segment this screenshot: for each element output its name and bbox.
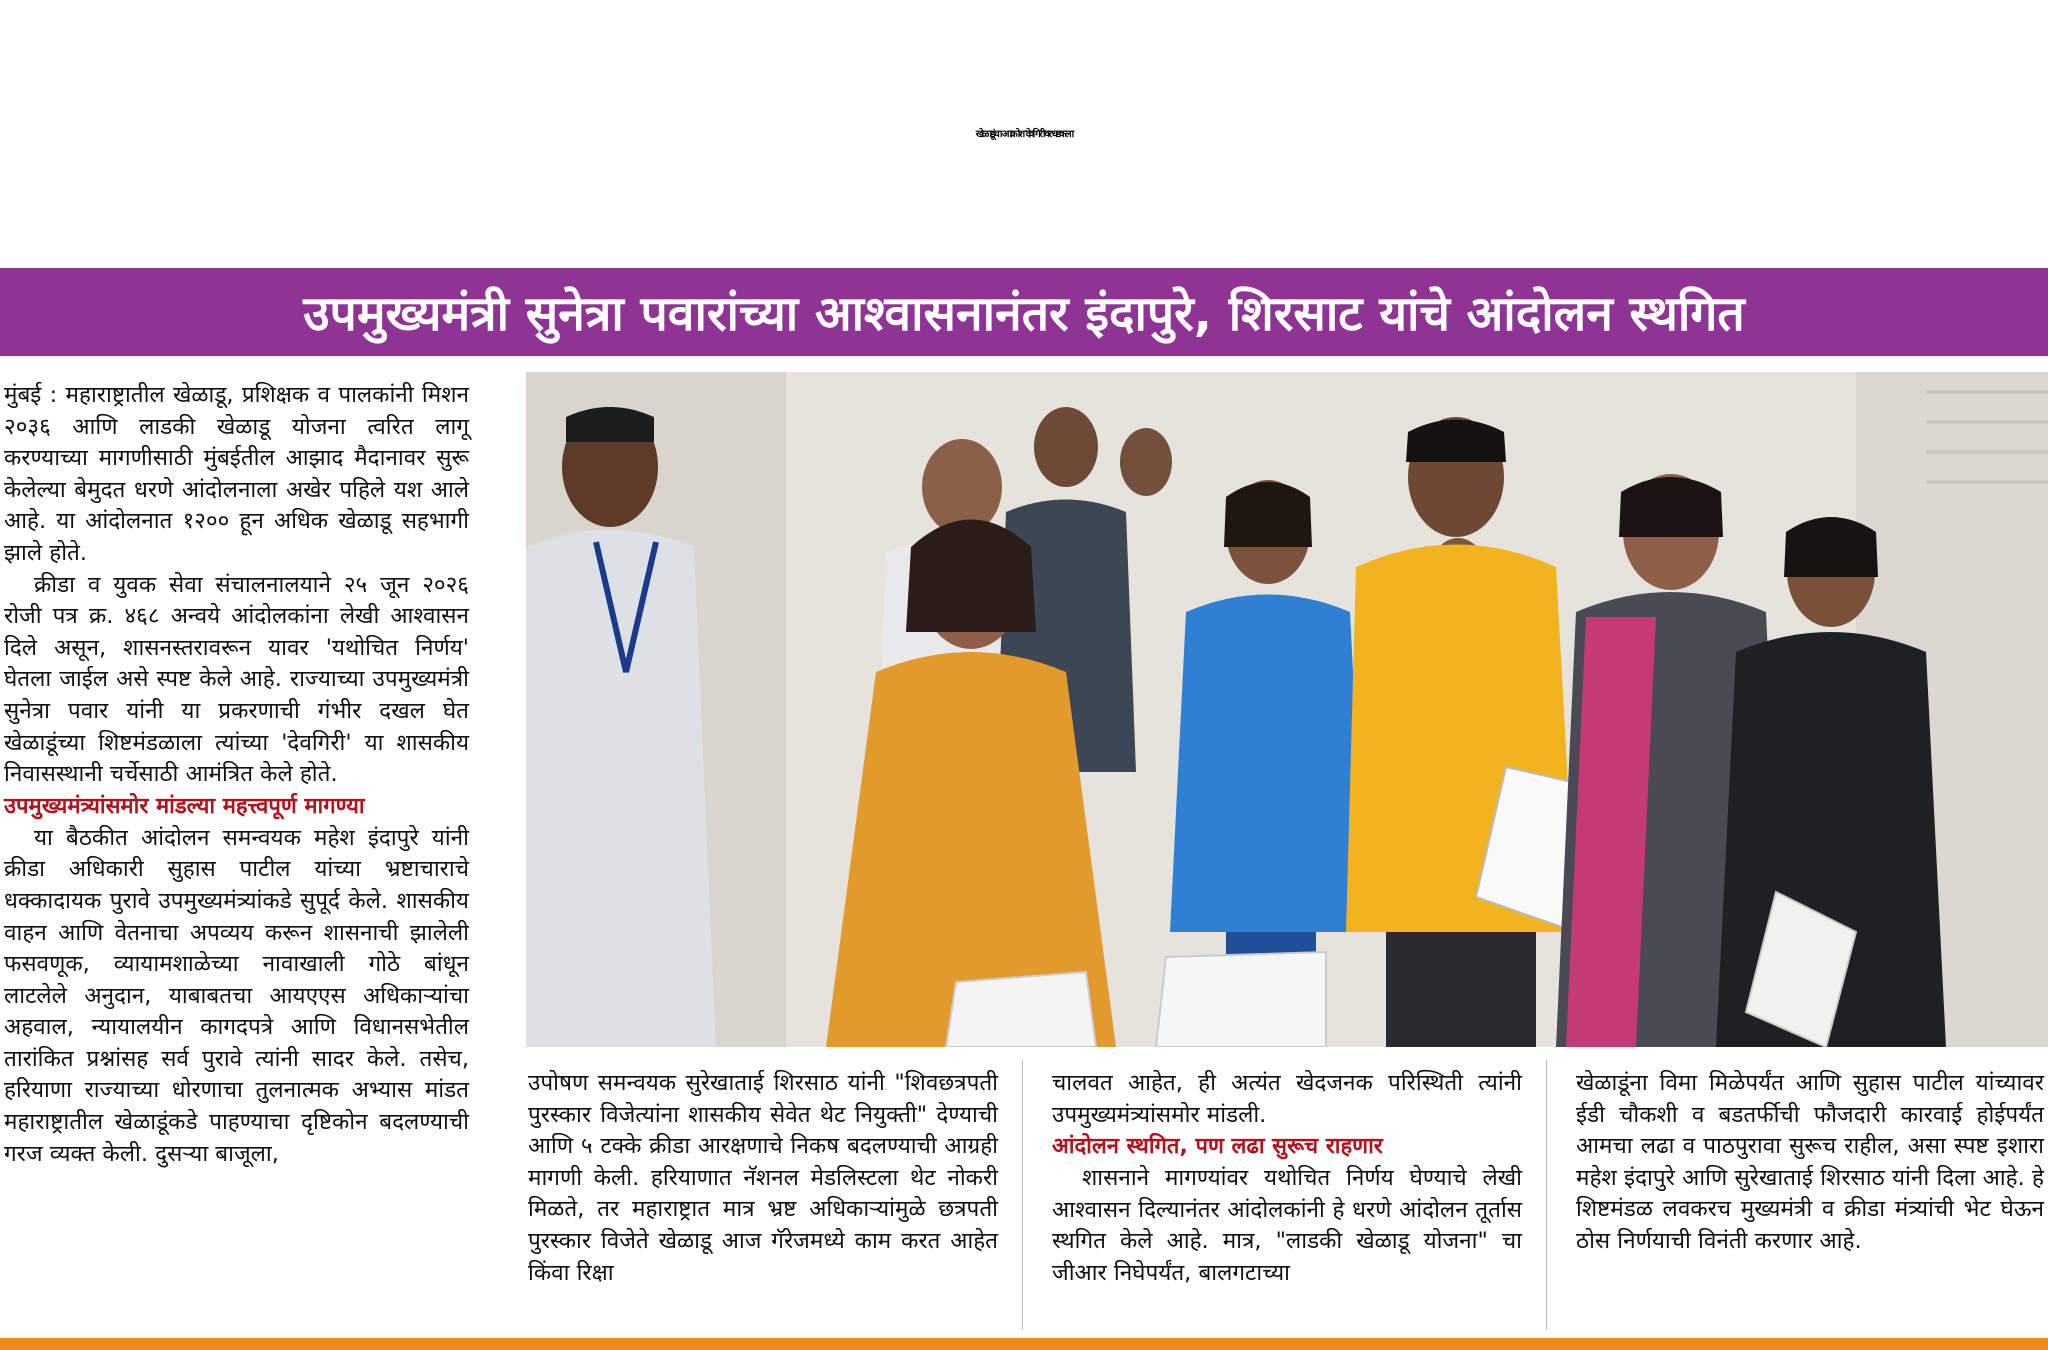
bottom-accent-bar xyxy=(0,1338,2048,1350)
left-para-2: क्रीडा व युवक सेवा संचालनालयाने २५ जून २०२६ रोजी पत्र क्र. ४६८ अन्वये आंदोलकांना लेखी आश्वासन दिले असून, शासनस्तरावरून यावर 'यथोचित निर्णय' घेतला जाईल असे स्पष्ट केले आहे. राज्याच्या उपमुख्यमंत्री सुनेत्रा पवार यांनी या प्रकरणाची गंभीर दखल घेत खेळाडूंच्या शिष्टमंडळाला त्यांच्या 'देवगिरी' या शासकीय निवासस्थानी चर्चेसाठी आमंत्रित केले होते. xyxy=(4,571,469,788)
article-column-left xyxy=(4,380,469,1170)
column-c-para-2: शासनाने मागण्यांवर यथोचित निर्णय घेण्याचे लेखी आश्वासन दिल्यानंतर आंदोलकांनी हे धरणे आंदोलन तूर्तास स्थगित केले आहे. मात्र, "लाडकी खेळाडू योजना" चा जीआर निघेपर्यंत, बालगटाच्या xyxy=(1052,1165,1522,1286)
column-c-para-1: चालवत आहेत, ही अत्यंत खेदजनक परिस्थिती त्यांनी उपमुख्यमंत्र्यांसमोर मांडली. xyxy=(1052,1070,1522,1128)
headline: खेळाडूंचा आक्रोश 'देवगिरी'वर धडकला xyxy=(975,129,1073,140)
column-b-text: उपोषण समन्वयक सुरेखाताई शिरसाठ यांनी "शिवछत्रपती पुरस्कार विजेत्यांना शासकीय सेवेत थेट नियुक्ती" देण्याची आणि ५ टक्के क्रीडा आरक्षणाचे निकष बदलण्याची आग्रही मागणी केली. हरियाणात नॅशनल मेडलिस्टला थेट नोकरी मिळते, तर महाराष्ट्रात मात्र भ्रष्ट अधिकाऱ्यांमुळे छत्रपती पुरस्कार विजेते खेळाडू आज गॅरेजमध्ये काम करत आहेत किंवा रिक्षा xyxy=(528,1070,998,1286)
column-divider-1 xyxy=(1022,1060,1023,1330)
subheadline: उपमुख्यमंत्री सुनेत्रा पवारांच्या आश्वासनानंतर इंदापुरे, शिरसाट यांचे आंदोलन स्थगित xyxy=(303,285,1745,342)
subheadline-band xyxy=(0,268,2048,356)
left-para-3: या बैठकीत आंदोलन समन्वयक महेश इंदापुरे यांनी क्रीडा अधिकारी सुहास पाटील यांच्या भ्रष्टाचाराचे धक्कादायक पुरावे उपमुख्यमंत्र्यांकडे सुपूर्द केले. शासकीय वाहन आणि वेतनाचा अपव्यय करून शासनाची झालेली फसवणूक, व्यायामशाळेच्या नावाखाली गोठे बांधून लाटलेले अनुदान, याबाबतचा आयएएस अधिकाऱ्यांचा अहवाल, न्यायालयीन कागदपत्रे आणि विधानसभेतील तारांकित प्रश्नांसह सर्व पुरावे त्यांनी सादर केले. तसेच, हरियाणा राज्याच्या धोरणाचा तुलनात्मक अभ्यास मांडत महाराष्ट्रातील खेळाडूंकडे पाहण्याचा दृष्टिकोन बदलण्याची गरज व्यक्त केली. दुसऱ्या बाजूला, xyxy=(4,824,469,1167)
article-column-c xyxy=(1052,1068,1522,1290)
left-para-1: मुंबई : महाराष्ट्रातील खेळाडू, प्रशिक्षक व पालकांनी मिशन २०३६ आणि लाडकी खेळाडू योजना त्वरित लागू करण्याच्या मागणीसाठी मुंबईतील आझाद मैदानावर सुरू केलेल्या बेमुदत धरणे आंदोलनाला अखेर पहिले यश आले आहे. या आंदोलनात १२०० हून अधिक खेळाडू सहभागी झाले होते. xyxy=(4,382,469,566)
column-d-text: खेळाडूंना विमा मिळेपर्यंत आणि सुहास पाटील यांच्यावर ईडी चौकशी व बडतर्फीची फौजदारी कारवाई होईपर्यंत आमचा लढा व पाठपुरावा सुरूच राहील, असा स्पष्ट इशारा महेश इंदापुरे आणि सुरेखाताई शिरसाठ यांनी दिला आहे. हे शिष्टमंडळ लवकरच मुख्यमंत्री व क्रीडा मंत्र्यांची भेट घेऊन ठोस निर्णयाची विनंती करणार आहे. xyxy=(1576,1070,2044,1254)
column-divider-2 xyxy=(1546,1060,1547,1330)
article-column-b xyxy=(528,1068,998,1289)
left-subheading: उपमुख्यमंत्र्यांसमोर मांडल्या महत्त्वपूर्ण मागण्या xyxy=(4,793,365,819)
article-column-d xyxy=(1576,1068,2044,1258)
column-c-subheading: आंदोलन स्थगित, पण लढा सुरूच राहणार xyxy=(1052,1134,1383,1160)
group-photo-illustration xyxy=(526,372,2048,1047)
news-photo xyxy=(526,372,2048,1047)
